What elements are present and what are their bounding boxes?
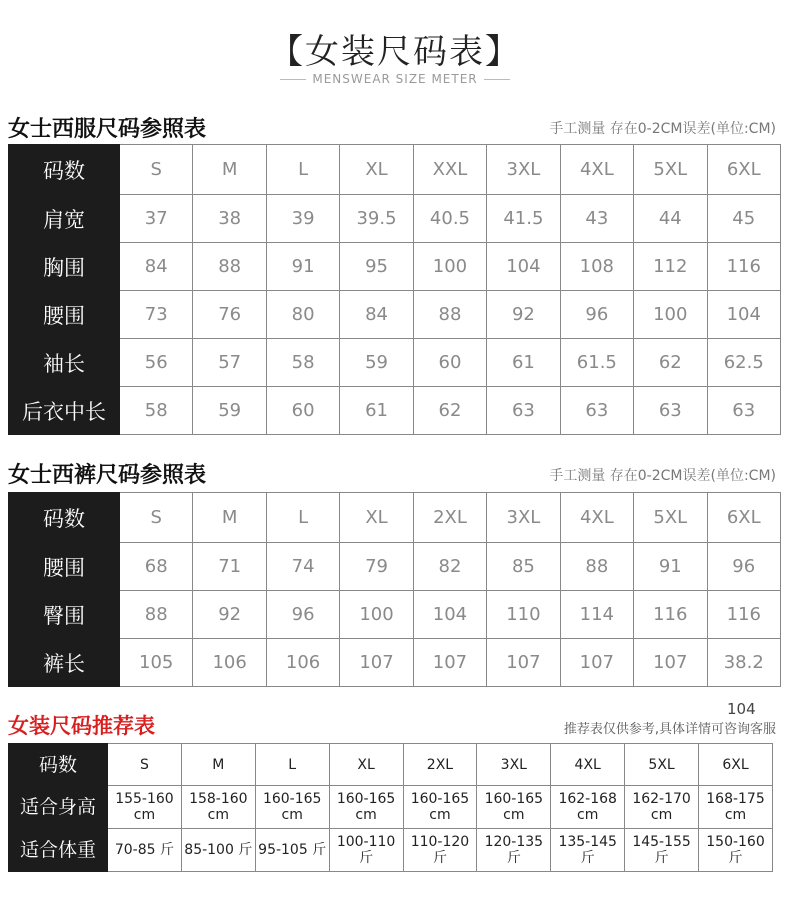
table-cell: 92 bbox=[487, 291, 560, 339]
table-cell: 60 bbox=[266, 387, 339, 435]
suit-size-table bbox=[8, 144, 781, 435]
recommend-table-note: 推荐表仅供参考,具体详情可咨询客服 bbox=[563, 722, 776, 737]
table-cell: 59 bbox=[193, 387, 266, 435]
table-cell: 108 bbox=[560, 243, 633, 291]
table-cell: 61.5 bbox=[560, 339, 633, 387]
row-label-cell: 肩宽 bbox=[9, 195, 120, 243]
table-cell: 110 bbox=[487, 591, 560, 639]
table-cell: 58 bbox=[120, 387, 193, 435]
table-cell: 41.5 bbox=[487, 195, 560, 243]
table-cell: 96 bbox=[266, 591, 339, 639]
table-cell: 79 bbox=[340, 543, 413, 591]
table-cell: M bbox=[181, 744, 255, 786]
table-cell: 43 bbox=[560, 195, 633, 243]
table-cell: 2XL bbox=[403, 744, 477, 786]
table-cell: 96 bbox=[560, 291, 633, 339]
page-subtitle bbox=[0, 72, 790, 86]
table-cell: L bbox=[255, 744, 329, 786]
table-cell: 96 bbox=[707, 543, 781, 591]
table-header-row bbox=[9, 145, 781, 195]
table-cell: 155-160 cm bbox=[108, 786, 182, 829]
table-cell: 110-120 斤 bbox=[403, 829, 477, 872]
table-cell: 40.5 bbox=[413, 195, 486, 243]
table-row bbox=[9, 639, 781, 687]
table-cell: XL bbox=[340, 145, 413, 195]
row-label-cell: 码数 bbox=[9, 744, 108, 786]
table-row bbox=[9, 195, 781, 243]
table-cell: 100 bbox=[413, 243, 486, 291]
table-cell: S bbox=[108, 744, 182, 786]
table-cell: 63 bbox=[707, 387, 781, 435]
suit-table-heading: 女士西服尺码参照表 bbox=[8, 117, 207, 142]
table-cell: 160-165 cm bbox=[477, 786, 551, 829]
table-cell: 68 bbox=[120, 543, 193, 591]
table-cell: 61 bbox=[340, 387, 413, 435]
table-cell: L bbox=[266, 493, 339, 543]
row-label-cell: 码数 bbox=[9, 493, 120, 543]
table-cell: 3XL bbox=[477, 744, 551, 786]
pants-table-note: 手工测量 存在0-2CM误差(单位:CM) bbox=[549, 468, 776, 484]
table-cell: 5XL bbox=[634, 145, 707, 195]
table-cell: 145-155 斤 bbox=[625, 829, 699, 872]
table-header-row bbox=[9, 493, 781, 543]
table-cell: 160-165 cm bbox=[403, 786, 477, 829]
row-label-cell: 腰围 bbox=[9, 543, 120, 591]
row-label-cell: 袖长 bbox=[9, 339, 120, 387]
row-label-cell: 适合身高 bbox=[9, 786, 108, 829]
table-cell: 104 bbox=[413, 591, 486, 639]
table-row bbox=[9, 387, 781, 435]
table-cell: 160-165 cm bbox=[255, 786, 329, 829]
table-cell: 95 bbox=[340, 243, 413, 291]
table-cell: 63 bbox=[560, 387, 633, 435]
table-cell: 150-160 斤 bbox=[699, 829, 773, 872]
table-cell: 85-100 斤 bbox=[181, 829, 255, 872]
table-cell: M bbox=[193, 493, 266, 543]
row-label-cell: 腰围 bbox=[9, 291, 120, 339]
table-cell: 88 bbox=[413, 291, 486, 339]
table-cell: 73 bbox=[120, 291, 193, 339]
table-row bbox=[9, 543, 781, 591]
table-cell: 2XL bbox=[413, 493, 486, 543]
table-cell: 76 bbox=[193, 291, 266, 339]
table-cell: M bbox=[193, 145, 266, 195]
table-cell: 95-105 斤 bbox=[255, 829, 329, 872]
recommend-table-heading: 女装尺码推荐表 bbox=[8, 714, 155, 738]
table-cell: S bbox=[120, 493, 193, 543]
table-cell: 56 bbox=[120, 339, 193, 387]
table-cell: 63 bbox=[487, 387, 560, 435]
table-cell: 57 bbox=[193, 339, 266, 387]
table-cell: 74 bbox=[266, 543, 339, 591]
recommend-size-table bbox=[8, 743, 773, 872]
table-cell: 114 bbox=[560, 591, 633, 639]
table-cell: 62 bbox=[413, 387, 486, 435]
table-cell: XXL bbox=[413, 145, 486, 195]
table-cell: S bbox=[120, 145, 193, 195]
row-label-cell: 胸围 bbox=[9, 243, 120, 291]
table-cell: 85 bbox=[487, 543, 560, 591]
table-cell: 3XL bbox=[487, 493, 560, 543]
table-row bbox=[9, 339, 781, 387]
table-cell: 44 bbox=[634, 195, 707, 243]
table-cell: 112 bbox=[634, 243, 707, 291]
subtitle-text: MENSWEAR SIZE METER bbox=[312, 72, 478, 86]
table-cell: 107 bbox=[560, 639, 633, 687]
table-cell: 104 bbox=[487, 243, 560, 291]
stray-value: 104 bbox=[727, 700, 756, 718]
table-cell: 39 bbox=[266, 195, 339, 243]
pants-table-heading: 女士西裤尺码参照表 bbox=[8, 463, 207, 488]
table-cell: 107 bbox=[413, 639, 486, 687]
table-cell: 59 bbox=[340, 339, 413, 387]
table-cell: 82 bbox=[413, 543, 486, 591]
row-label-cell: 后衣中长 bbox=[9, 387, 120, 435]
table-cell: 60 bbox=[413, 339, 486, 387]
table-cell: 4XL bbox=[560, 493, 633, 543]
table-cell: 116 bbox=[707, 591, 781, 639]
table-cell: 71 bbox=[193, 543, 266, 591]
table-cell: 4XL bbox=[551, 744, 625, 786]
table-header-row bbox=[9, 744, 773, 786]
table-cell: 58 bbox=[266, 339, 339, 387]
table-cell: 105 bbox=[120, 639, 193, 687]
table-cell: 91 bbox=[266, 243, 339, 291]
row-label-cell: 适合体重 bbox=[9, 829, 108, 872]
table-cell: 6XL bbox=[707, 145, 781, 195]
page-title: 【女装尺码表】 bbox=[269, 32, 521, 72]
table-row bbox=[9, 786, 773, 829]
table-cell: 39.5 bbox=[340, 195, 413, 243]
table-cell: 37 bbox=[120, 195, 193, 243]
table-cell: 38 bbox=[193, 195, 266, 243]
suit-table-note: 手工测量 存在0-2CM误差(单位:CM) bbox=[549, 121, 776, 137]
table-cell: 3XL bbox=[487, 145, 560, 195]
table-cell: 100 bbox=[634, 291, 707, 339]
table-cell: 107 bbox=[487, 639, 560, 687]
table-cell: 38.2 bbox=[707, 639, 781, 687]
table-cell: 88 bbox=[120, 591, 193, 639]
table-cell: 116 bbox=[634, 591, 707, 639]
row-label-cell: 码数 bbox=[9, 145, 120, 195]
table-row bbox=[9, 829, 773, 872]
table-cell: 5XL bbox=[625, 744, 699, 786]
table-cell: 158-160 cm bbox=[181, 786, 255, 829]
table-cell: 45 bbox=[707, 195, 781, 243]
table-cell: 88 bbox=[193, 243, 266, 291]
table-cell: XL bbox=[340, 493, 413, 543]
table-cell: 162-170 cm bbox=[625, 786, 699, 829]
table-cell: 70-85 斤 bbox=[108, 829, 182, 872]
row-label-cell: 臀围 bbox=[9, 591, 120, 639]
table-cell: 160-165 cm bbox=[329, 786, 403, 829]
table-cell: 162-168 cm bbox=[551, 786, 625, 829]
table-cell: 106 bbox=[193, 639, 266, 687]
table-cell: 107 bbox=[340, 639, 413, 687]
table-cell: XL bbox=[329, 744, 403, 786]
table-cell: 107 bbox=[634, 639, 707, 687]
table-cell: 106 bbox=[266, 639, 339, 687]
table-cell: 116 bbox=[707, 243, 781, 291]
table-cell: 4XL bbox=[560, 145, 633, 195]
table-cell: 92 bbox=[193, 591, 266, 639]
table-row bbox=[9, 243, 781, 291]
table-cell: 168-175 cm bbox=[699, 786, 773, 829]
table-cell: 100-110 斤 bbox=[329, 829, 403, 872]
table-cell: 6XL bbox=[699, 744, 773, 786]
table-cell: 120-135 斤 bbox=[477, 829, 551, 872]
table-cell: 61 bbox=[487, 339, 560, 387]
table-cell: 62.5 bbox=[707, 339, 781, 387]
table-cell: 104 bbox=[707, 291, 781, 339]
table-cell: 88 bbox=[560, 543, 633, 591]
pants-size-table bbox=[8, 492, 781, 687]
table-cell: L bbox=[266, 145, 339, 195]
table-cell: 5XL bbox=[634, 493, 707, 543]
table-row bbox=[9, 291, 781, 339]
table-cell: 62 bbox=[634, 339, 707, 387]
table-cell: 6XL bbox=[707, 493, 781, 543]
table-cell: 135-145 斤 bbox=[551, 829, 625, 872]
table-cell: 84 bbox=[120, 243, 193, 291]
table-cell: 84 bbox=[340, 291, 413, 339]
table-cell: 80 bbox=[266, 291, 339, 339]
table-cell: 100 bbox=[340, 591, 413, 639]
row-label-cell: 裤长 bbox=[9, 639, 120, 687]
table-cell: 63 bbox=[634, 387, 707, 435]
table-row bbox=[9, 591, 781, 639]
table-cell: 91 bbox=[634, 543, 707, 591]
